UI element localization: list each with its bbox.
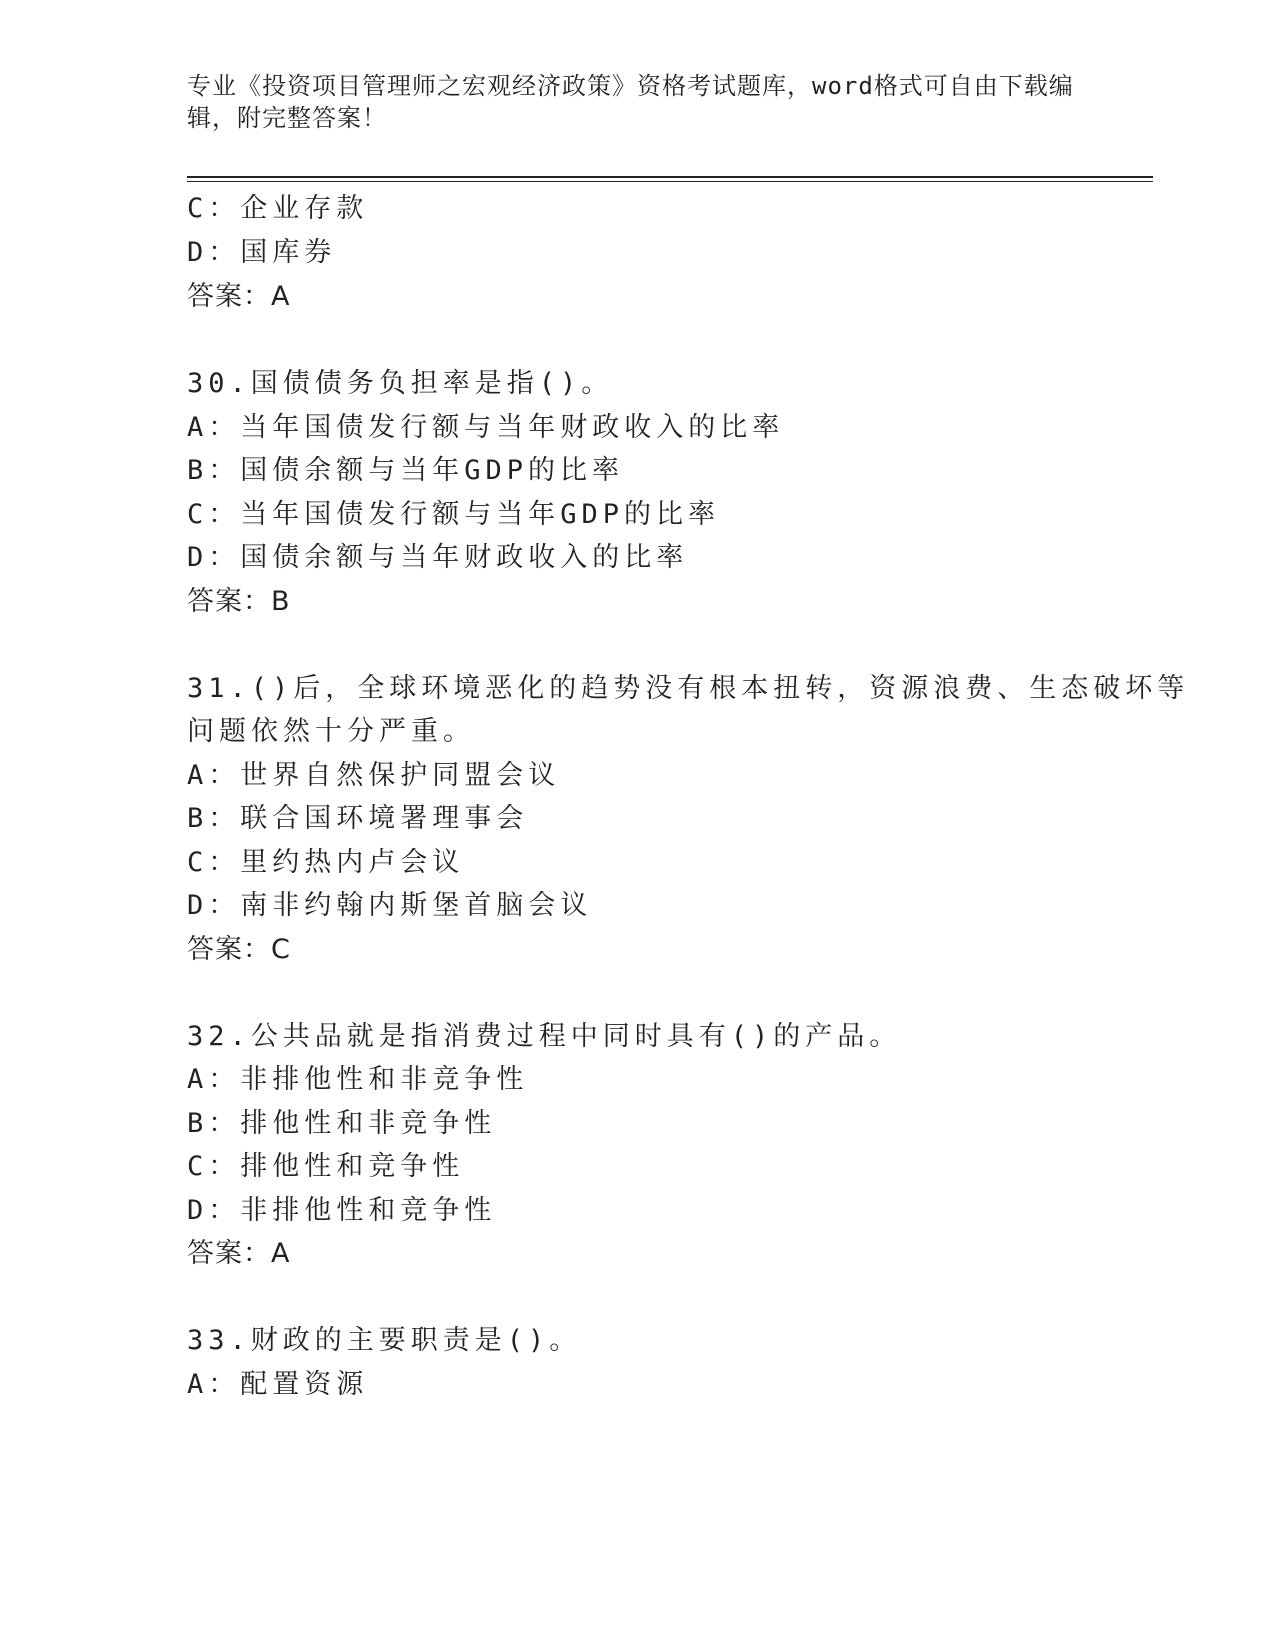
q32-option-a: A：非排他性和非竞争性 [187, 1064, 529, 1095]
q31-option-c: C：里约热内卢会议 [187, 847, 465, 878]
q29-answer: 答案：A [187, 281, 291, 312]
q32-option-d: D：非排他性和竞争性 [187, 1195, 497, 1226]
q31-answer: 答案：C [187, 934, 291, 965]
q31-option-b: B：联合国环境署理事会 [187, 803, 529, 834]
q31-option-d: D：南非约翰内斯堡首脑会议 [187, 890, 593, 921]
header-rule-thin [187, 181, 1153, 182]
q30-option-b: B：国债余额与当年GDP的比率 [187, 455, 625, 486]
q31-option-a: A：世界自然保护同盟会议 [187, 760, 561, 791]
q32-question: 32.公共品就是指消费过程中同时具有()的产品。 [187, 1021, 902, 1052]
q32-answer: 答案：A [187, 1238, 291, 1269]
q30-question: 30.国债债务负担率是指()。 [187, 368, 614, 399]
q30-option-d: D：国债余额与当年财政收入的比率 [187, 542, 689, 573]
q32-option-c: C：排他性和竞争性 [187, 1151, 465, 1182]
header-line-1: 专业《投资项目管理师之宏观经济政策》资格考试题库，word格式可自由下载编 [187, 72, 1074, 100]
header-rule-thick [187, 176, 1153, 178]
q30-option-a: A：当年国债发行额与当年财政收入的比率 [187, 412, 785, 443]
q30-answer: 答案：B [187, 586, 291, 617]
q29-option-d: D：国库券 [187, 237, 337, 268]
header-line-2: 辑，附完整答案！ [187, 104, 387, 132]
q33-option-a: A：配置资源 [187, 1369, 369, 1400]
q31-question-line-2: 问题依然十分严重。 [187, 716, 475, 747]
q33-question: 33.财政的主要职责是()。 [187, 1325, 582, 1356]
q30-option-c: C：当年国债发行额与当年GDP的比率 [187, 499, 721, 530]
q31-question-line-1: 31.()后，全球环境恶化的趋势没有根本扭转，资源浪费、生态破坏等 [187, 673, 1190, 704]
q29-option-c: C：企业存款 [187, 193, 369, 224]
q32-option-b: B：排他性和非竞争性 [187, 1108, 497, 1139]
document-header [187, 70, 1077, 134]
